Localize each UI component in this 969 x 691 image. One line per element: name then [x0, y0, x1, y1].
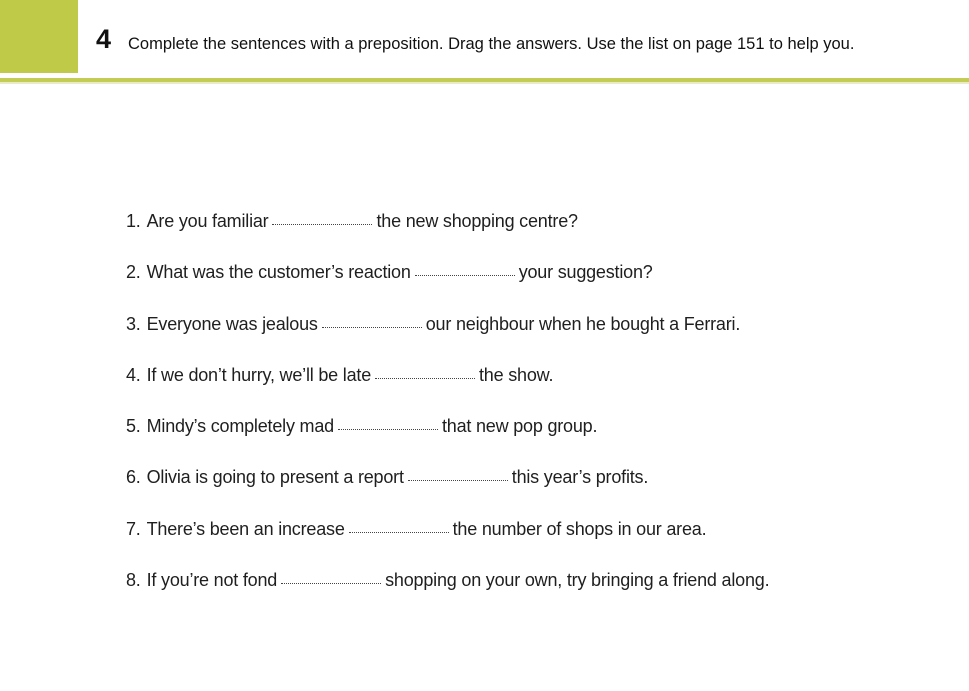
answer-drop-target[interactable]	[408, 479, 508, 481]
sentence-text-before: There’s been an increase	[146, 518, 345, 539]
sentence-text-before: What was the customer’s reaction	[146, 262, 411, 283]
header-divider-shadow	[0, 82, 969, 84]
sentence-number: 8.	[126, 570, 141, 591]
sentence-number: 1.	[126, 211, 141, 231]
sentence-number: 5.	[126, 416, 141, 437]
sentence-list	[126, 208, 769, 618]
sentence-1	[126, 208, 769, 259]
exercise-instruction: Complete the sentences with a preposition. Drag the answers. Use the list on page 151 to help you.	[128, 35, 855, 53]
sentence-number: 3.	[126, 313, 141, 334]
sentence-number: 4.	[126, 364, 141, 385]
sentence-text-after: the number of shops in our area.	[452, 518, 707, 539]
sentence-6	[126, 464, 769, 515]
sentence-text-after: your suggestion?	[518, 262, 653, 283]
answer-drop-target[interactable]	[272, 223, 372, 225]
sentence-text-before: Are you familiar	[146, 211, 269, 231]
sentence-4	[126, 362, 769, 413]
sentence-5	[126, 413, 769, 464]
sentence-text-after: that new pop group.	[441, 416, 598, 437]
sentence-number: 7.	[126, 518, 141, 539]
sentence-text-before: If we don’t hurry, we’ll be late	[146, 364, 371, 385]
answer-drop-target[interactable]	[322, 326, 422, 328]
sentence-text-before: Olivia is going to present a report	[146, 467, 404, 488]
sentence-text-before: If you’re not fond	[146, 570, 278, 591]
sentence-8	[126, 567, 769, 618]
answer-drop-target[interactable]	[375, 377, 475, 379]
sentence-number: 6.	[126, 467, 141, 488]
answer-drop-target[interactable]	[338, 428, 438, 430]
sentence-2	[126, 259, 769, 310]
exercise-header	[0, 0, 969, 80]
accent-block	[0, 0, 78, 73]
sentence-7	[126, 516, 769, 567]
sentence-text-after: our neighbour when he bought a Ferrari.	[425, 313, 741, 334]
answer-drop-target[interactable]	[415, 274, 515, 276]
sentence-text-after: the new shopping centre?	[376, 211, 578, 231]
exercise-number: 4	[96, 24, 112, 54]
sentence-text-after: shopping on your own, try bringing a friend along.	[385, 570, 770, 591]
sentence-text-after: the show.	[479, 364, 554, 385]
sentence-text-after: this year’s profits.	[511, 467, 649, 488]
answer-drop-target[interactable]	[281, 582, 381, 584]
sentence-text-before: Everyone was jealous	[146, 313, 318, 334]
sentence-number: 2.	[126, 262, 141, 283]
answer-drop-target[interactable]	[349, 531, 449, 533]
sentence-text-before: Mindy’s completely mad	[146, 416, 334, 437]
sentence-3	[126, 311, 769, 362]
